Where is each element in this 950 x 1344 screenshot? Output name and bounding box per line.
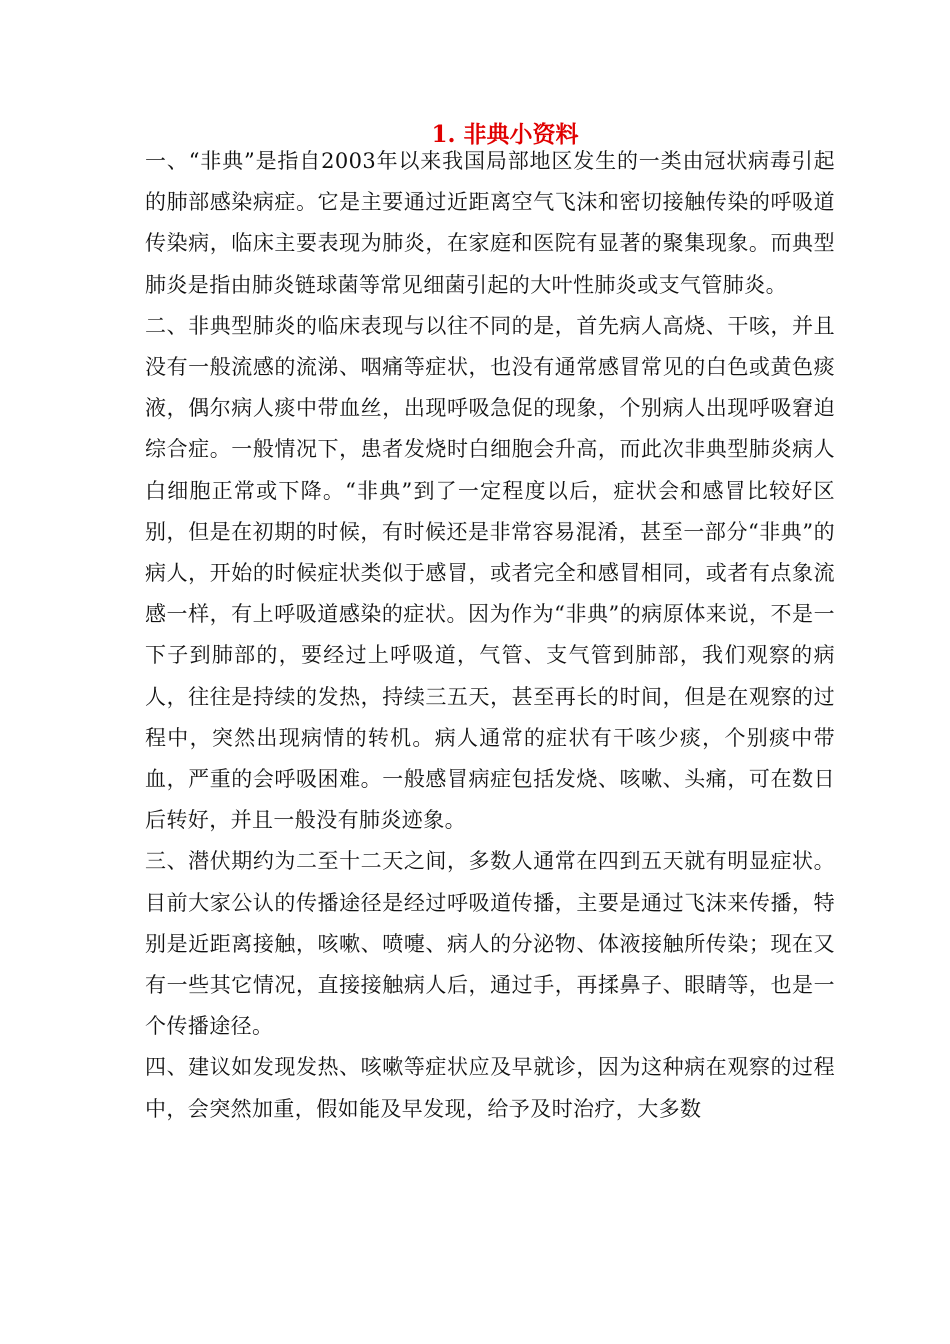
document-title: 1. 非典小资料 [431,121,579,148]
paragraph-2: 二、非典型肺炎的临床表现与以往不同的是，首先病人高烧、干咳，并且没有一般流感的流涕、咽痛等症状，也没有通常感冒常见的白色或黄色痰液，偶尔病人痰中带血丝，出现呼吸急促的现象，个别病人出现呼吸窘迫综合症。一般情况下，患者发烧时白细胞会升高，而此次非典型肺炎病人白细胞正常或下降。“非典”到了一定程度以后，症状会和感冒比较好区别，但是在初期的时候，有时候还是非常容易混淆，甚至一部分“非典”的病人，开始的时候症状类似于感冒，或者完全和感冒相同，或者有点象流感一样，有上呼吸道感染的症状。因为作为“非典”的病原体来说，不是一下子到肺部的，要经过上呼吸道，气管、支气管到肺部，我们观察的病人，往往是持续的发热，持续三五天，甚至再长的时间，但是在观察的过程中，突然出现病情的转机。病人通常的症状有干咳少痰，个别痰中带血，严重的会呼吸困难。一般感冒病症包括发烧、咳嗽、头痛，可在数日后转好，并且一般没有肺炎迹象。 [145,313,835,833]
paragraph-1: 一、“非典”是指自2003年以来我国局部地区发生的一类由冠状病毒引起的肺部感染病症。它是主要通过近距离空气飞沫和密切接触传染的呼吸道传染病，临床主要表现为肺炎，在家庭和医院有显著的聚集现象。而典型肺炎是指由肺炎链球菌等常见细菌引起的大叶性肺炎或支气管肺炎。 [145,149,835,297]
document-body [145,122,835,1130]
paragraph-4: 四、建议如发现发热、咳嗽等症状应及早就诊，因为这种病在观察的过程中，会突然加重，假如能及早发现，给予及时治疗，大多数 [145,1055,835,1121]
paragraph-3: 三、潜伏期约为二至十二天之间，多数人通常在四到五天就有明显症状。目前大家公认的传播途径是经过呼吸道传播，主要是通过飞沫来传播，特别是近距离接触，咳嗽、喷嚏、病人的分泌物、体液接触所传染；现在又有一些其它情况，直接接触病人后，通过手，再揉鼻子、眼睛等，也是一个传播途径。 [145,849,835,1039]
